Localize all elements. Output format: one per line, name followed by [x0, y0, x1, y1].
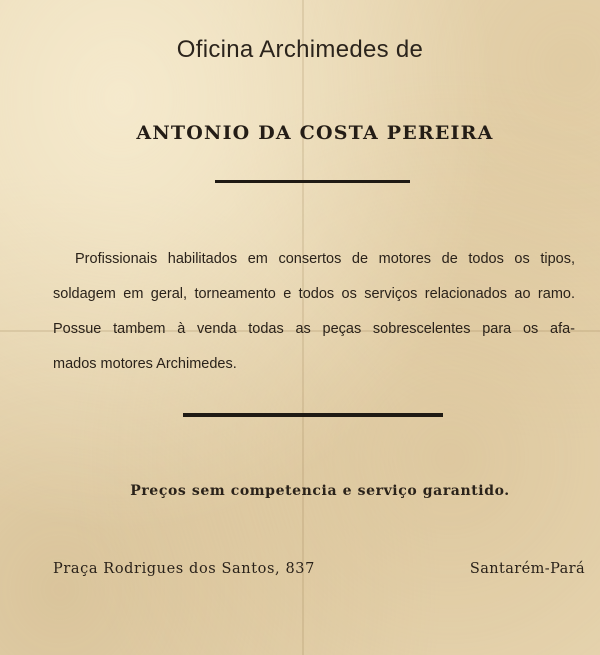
description-paragraph: [53, 242, 575, 382]
city: Santarém-Pará: [469, 561, 585, 577]
paragraph-line: mados motores Archimedes.: [53, 356, 237, 372]
owner-name: ANTONIO DA COSTA PEREIRA: [136, 122, 494, 144]
divider-rule-middle: [183, 413, 443, 417]
divider-rule-top: [215, 180, 410, 183]
paragraph-line: Profissionais habilitados em consertos de motores de todos os tipos,: [75, 251, 575, 267]
slogan: Preços sem competencia e serviço garantido.: [130, 483, 510, 499]
address: Praça Rodrigues dos Santos, 837: [53, 561, 315, 577]
paragraph-line: soldagem em geral, torneamento e todos os serviços relacionados ao ramo.: [53, 286, 575, 302]
workshop-heading: Oficina Archimedes de: [176, 36, 424, 63]
paragraph-line: Possue tambem à venda todas as peças sobrescelentes para os afa-: [53, 321, 575, 337]
